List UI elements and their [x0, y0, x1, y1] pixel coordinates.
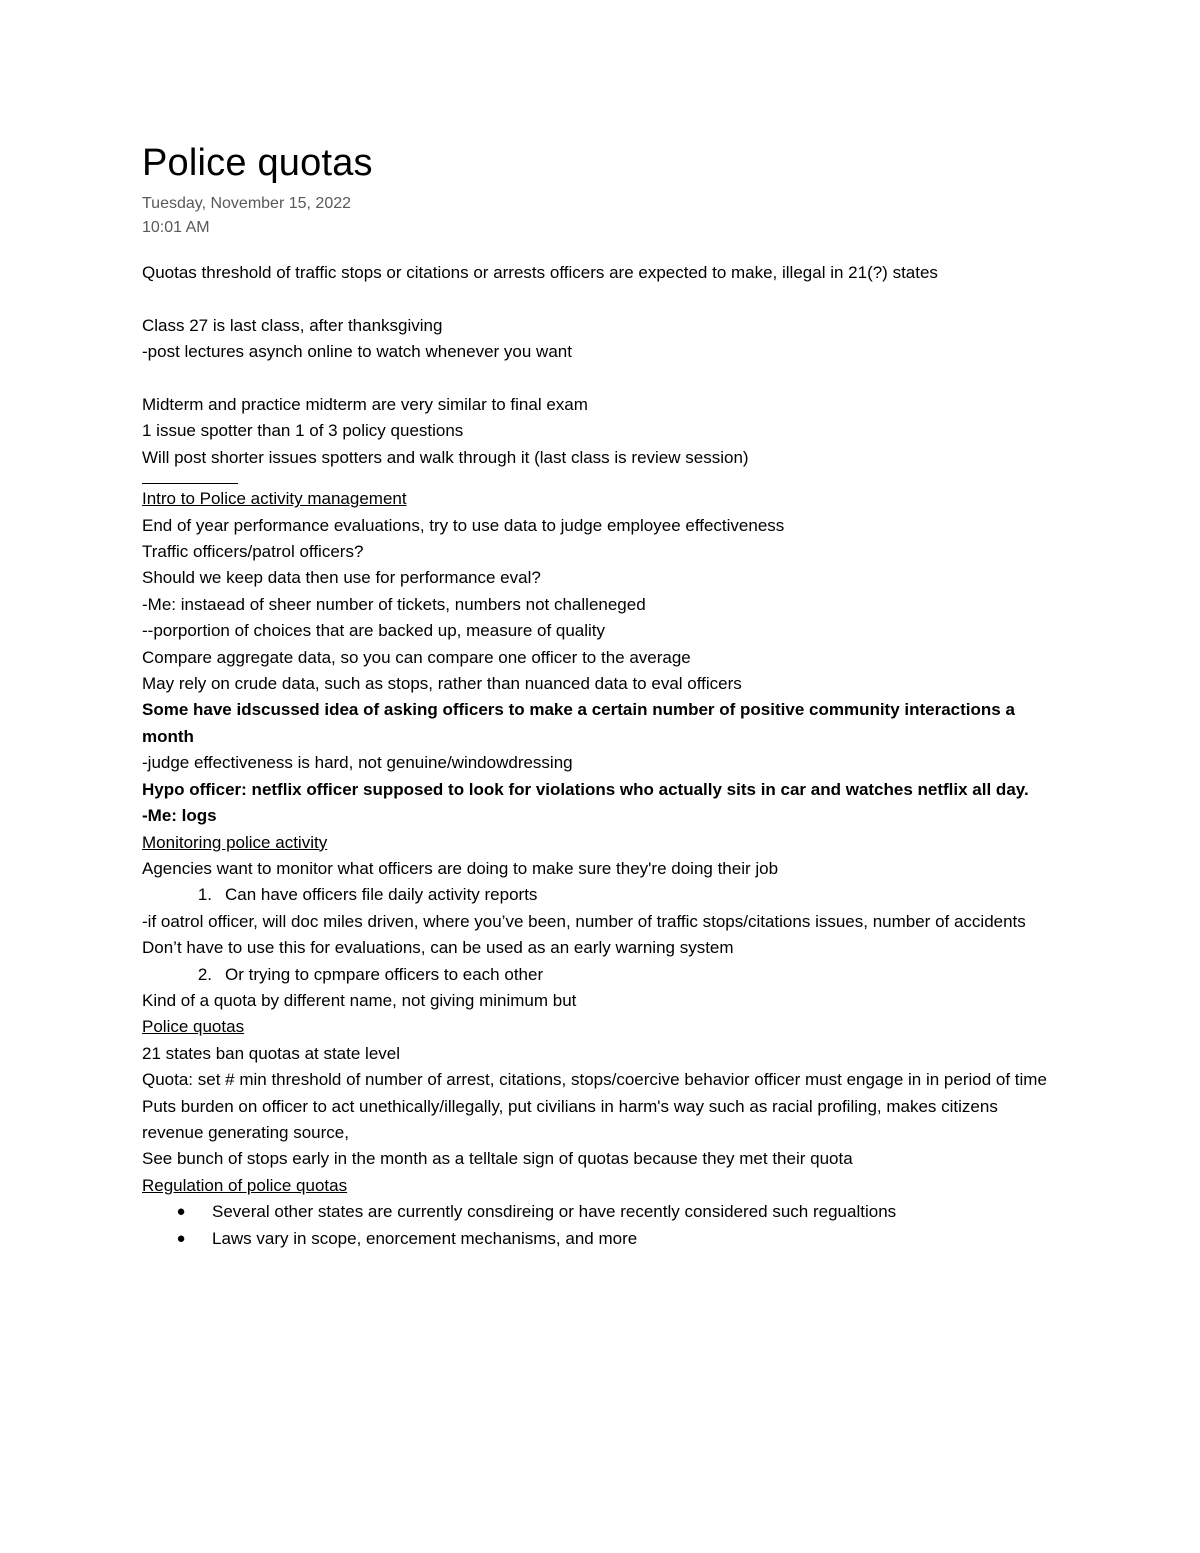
list-item-text: Several other states are currently consdireing or have recently considered such regualtions — [212, 1202, 897, 1222]
paragraph: Puts burden on officer to act unethically/illegally, put civilians in harm's way such as racial profiling, makes citizens revenue generating source, — [142, 1096, 998, 1142]
spacer — [142, 286, 1062, 312]
paragraph: Midterm and practice midterm are very similar to final exam — [142, 395, 588, 414]
bold-paragraph: -Me: logs — [142, 806, 217, 826]
bold-paragraph: Some have idscussed idea of asking officers to make a certain number of positive community interactions a month — [142, 700, 1015, 746]
section-heading: Police quotas — [142, 1017, 245, 1037]
paragraph: Traffic officers/patrol officers? — [142, 542, 364, 562]
numbered-item — [142, 882, 1062, 908]
paragraph: 1 issue spotter than 1 of 3 policy questions — [142, 421, 464, 441]
bullet-item — [142, 1199, 1062, 1225]
bullet-icon: ● — [176, 1203, 186, 1221]
paragraph: -if oatrol officer, will doc miles driven, where you’ve been, number of traffic stops/citations issues, number of accidents — [142, 911, 1026, 931]
list-item-text: Or trying to cpmpare officers to each other — [225, 964, 544, 984]
paragraph: Will post shorter issues spotters and walk through it (last class is review session) — [142, 447, 749, 467]
numbered-item — [142, 962, 1062, 988]
bullet-item — [142, 1226, 1062, 1252]
paragraph: See bunch of stops early in the month as a telltale sign of quotas because they met their quota — [142, 1149, 853, 1169]
paragraph: Agencies want to monitor what officers are doing to make sure they're doing their job — [142, 858, 779, 878]
paragraph: -judge effectiveness is hard, not genuine/windowdressing — [142, 753, 573, 773]
note-date: Tuesday, November 15, 2022 — [142, 195, 352, 212]
list-number: 1. — [197, 885, 212, 905]
note-time: 10:01 AM — [142, 219, 210, 236]
paragraph: End of year performance evaluations, try to use data to judge employee effectiveness — [142, 515, 785, 535]
bullet-icon: ● — [176, 1229, 186, 1247]
paragraph: May rely on crude data, such as stops, rather than nuanced data to eval officers — [142, 674, 742, 694]
section-heading: Monitoring police activity — [142, 832, 328, 852]
paragraph: Compare aggregate data, so you can compare one officer to the average — [142, 647, 691, 667]
section-heading: Intro to Police activity management — [142, 489, 407, 509]
paragraph: 21 states ban quotas at state level — [142, 1043, 401, 1063]
paragraph: Class 27 is last class, after thanksgiving — [142, 315, 443, 335]
paragraph: Should we keep data then use for performance eval? — [142, 568, 541, 588]
list-item-text: Laws vary in scope, enorcement mechanisms, and more — [212, 1228, 638, 1248]
note-body — [142, 260, 1062, 1252]
paragraph: -post lectures asynch online to watch whenever you want — [142, 342, 572, 362]
paragraph: Quotas threshold of traffic stops or citations or arrests officers are expected to make, illegal in 21(?) states — [142, 263, 938, 282]
list-item-text: Can have officers file daily activity reports — [225, 885, 538, 905]
bold-paragraph: Hypo officer: netflix officer supposed to look for violations who actually sits in car and watches netflix all day. — [142, 779, 1029, 799]
paragraph: Quota: set # min threshold of number of arrest, citations, stops/coercive behavior officer must engage in in period of time — [142, 1070, 1047, 1090]
page-title: Police quotas — [142, 142, 373, 184]
spacer — [142, 366, 1062, 392]
section-heading: Regulation of police quotas — [142, 1175, 348, 1195]
horizontal-rule — [142, 471, 238, 484]
paragraph: Kind of a quota by different name, not giving minimum but — [142, 990, 577, 1010]
paragraph: Don’t have to use this for evaluations, can be used as an early warning system — [142, 938, 734, 958]
paragraph: -Me: instaead of sheer number of tickets, numbers not challeneged — [142, 594, 646, 614]
note-page — [142, 140, 1062, 1252]
list-number: 2. — [197, 964, 212, 984]
paragraph: --porportion of choices that are backed up, measure of quality — [142, 621, 606, 641]
